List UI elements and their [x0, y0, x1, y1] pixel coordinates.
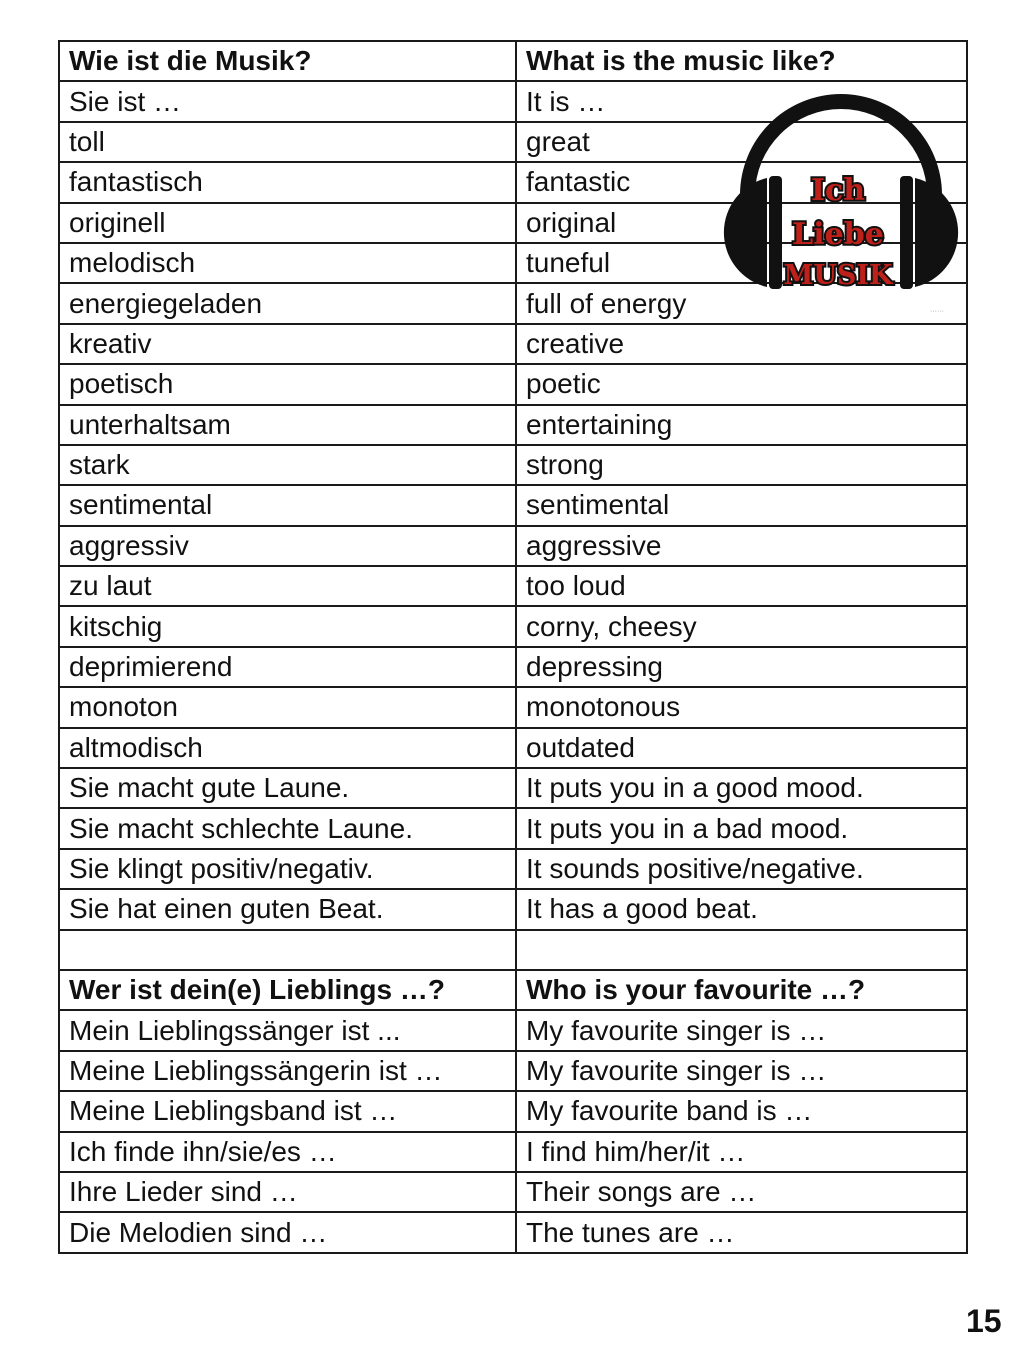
english-cell: It sounds positive/negative. [516, 849, 967, 889]
headphones-icon [716, 90, 966, 300]
english-cell: It puts you in a bad mood. [516, 808, 967, 848]
german-cell: melodisch [59, 243, 516, 283]
table-row [59, 445, 967, 485]
german-cell: stark [59, 445, 516, 485]
english-cell: full of energy [516, 283, 967, 323]
german-cell: toll [59, 122, 516, 162]
table-row [59, 647, 967, 687]
header-english: Who is your favourite …? [516, 970, 967, 1010]
table-row [59, 606, 967, 646]
german-cell: Ich finde ihn/sie/es … [59, 1132, 516, 1172]
left-earcup-band [769, 176, 782, 289]
german-cell: fantastisch [59, 162, 516, 202]
english-cell: strong [516, 445, 967, 485]
german-cell: Meine Lieblingssängerin ist … [59, 1051, 516, 1091]
german-cell: kitschig [59, 606, 516, 646]
table-row [59, 364, 967, 404]
table-row [59, 1172, 967, 1212]
german-cell: Ihre Lieder sind … [59, 1172, 516, 1212]
empty-cell [59, 930, 516, 970]
table-row [59, 1091, 967, 1131]
english-cell: The tunes are … [516, 1212, 967, 1252]
german-cell: deprimierend [59, 647, 516, 687]
english-cell: poetic [516, 364, 967, 404]
logo-text-liebe: Liebe [792, 217, 884, 252]
english-cell: too loud [516, 566, 967, 606]
table-row [59, 808, 967, 848]
page-number: 15 [966, 1303, 1002, 1339]
logo-credit-mark: ······ [930, 308, 944, 315]
english-cell: corny, cheesy [516, 606, 967, 646]
english-cell: Their songs are … [516, 1172, 967, 1212]
table-row [59, 687, 967, 727]
english-cell: My favourite band is … [516, 1091, 967, 1131]
english-cell: sentimental [516, 485, 967, 525]
german-cell: energiegeladen [59, 283, 516, 323]
german-cell: unterhaltsam [59, 405, 516, 445]
english-cell: It is … [516, 81, 967, 121]
english-cell: depressing [516, 647, 967, 687]
table-row [59, 526, 967, 566]
german-cell: Sie macht schlechte Laune. [59, 808, 516, 848]
empty-cell [516, 930, 967, 970]
german-cell: altmodisch [59, 728, 516, 768]
german-cell: Sie macht gute Laune. [59, 768, 516, 808]
english-cell: My favourite singer is … [516, 1010, 967, 1050]
table-row [59, 566, 967, 606]
right-earcup-band [900, 176, 913, 289]
table-row [59, 1010, 967, 1050]
german-cell: zu laut [59, 566, 516, 606]
german-cell: Die Melodien sind … [59, 1212, 516, 1252]
english-cell: fantastic [516, 162, 967, 202]
table-row [59, 849, 967, 889]
table-row [59, 889, 967, 929]
english-cell: tuneful [516, 243, 967, 283]
table-row [59, 485, 967, 525]
german-cell: Sie ist … [59, 81, 516, 121]
german-cell: Sie klingt positiv/negativ. [59, 849, 516, 889]
german-cell: Mein Lieblingssänger ist ... [59, 1010, 516, 1050]
english-cell: I find him/her/it … [516, 1132, 967, 1172]
german-cell: Sie hat einen guten Beat. [59, 889, 516, 929]
right-earcup [915, 178, 958, 287]
left-earcup [724, 178, 767, 287]
german-cell: poetisch [59, 364, 516, 404]
table-header-row [59, 970, 967, 1010]
english-cell: monotonous [516, 687, 967, 727]
german-cell: originell [59, 203, 516, 243]
german-cell: aggressiv [59, 526, 516, 566]
empty-row [59, 930, 967, 970]
table-row [59, 768, 967, 808]
table-row [59, 1132, 967, 1172]
english-cell: creative [516, 324, 967, 364]
german-cell: sentimental [59, 485, 516, 525]
english-cell: original [516, 203, 967, 243]
english-cell: It has a good beat. [516, 889, 967, 929]
english-cell: My favourite singer is … [516, 1051, 967, 1091]
header-german: Wer ist dein(e) Lieblings …? [59, 970, 516, 1010]
logo-text-ich: Ich [810, 173, 866, 208]
german-cell: monoton [59, 687, 516, 727]
english-cell: aggressive [516, 526, 967, 566]
english-cell: outdated [516, 728, 967, 768]
german-cell: kreativ [59, 324, 516, 364]
header-german: Wie ist die Musik? [59, 41, 516, 81]
english-cell: entertaining [516, 405, 967, 445]
table-row [59, 1051, 967, 1091]
english-cell: It puts you in a good mood. [516, 768, 967, 808]
logo-text-musik: MUSIK [783, 260, 893, 291]
english-cell: great [516, 122, 967, 162]
table-row [59, 324, 967, 364]
header-english: What is the music like? [516, 41, 967, 81]
table-row [59, 728, 967, 768]
german-cell: Meine Lieblingsband ist … [59, 1091, 516, 1131]
table-header-row [59, 41, 967, 81]
table-row [59, 405, 967, 445]
table-row [59, 1212, 967, 1252]
